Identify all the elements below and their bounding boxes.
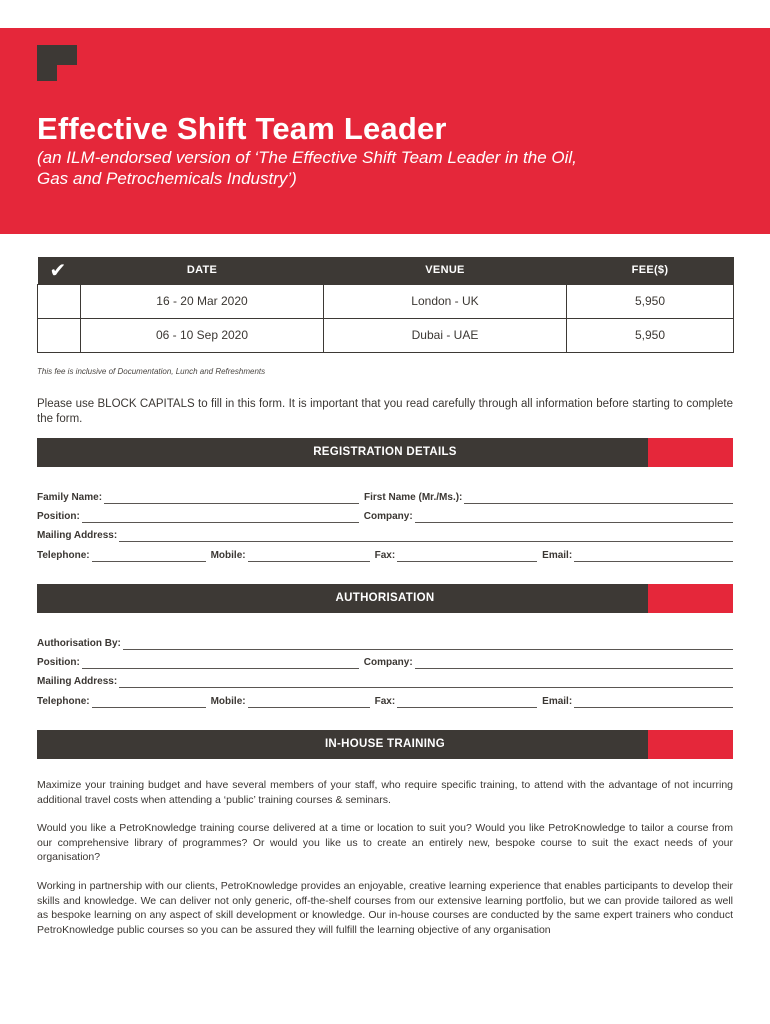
mailing-address-field[interactable] [119, 531, 733, 542]
company-field[interactable] [415, 512, 733, 523]
mobile-field[interactable] [248, 551, 370, 562]
authorised-by-label: Authorisation By: [37, 638, 121, 649]
inhouse-section-header [37, 730, 733, 759]
telephone-label: Telephone: [37, 550, 90, 561]
company-field[interactable] [415, 658, 733, 669]
family-name-label: Family Name: [37, 492, 103, 503]
position-label: Position: [37, 657, 80, 668]
authorised-by-field[interactable] [123, 639, 733, 650]
email-field[interactable] [574, 551, 733, 562]
authorisation-row-4 [37, 694, 733, 708]
telephone-label: Telephone: [37, 696, 90, 707]
position-label: Position: [37, 511, 80, 522]
authorisation-section-header [37, 584, 733, 613]
section-title: REGISTRATION DETAILS [313, 446, 457, 458]
section-accent [648, 730, 733, 759]
date-cell: 16 - 20 Mar 2020 [81, 284, 324, 318]
section-accent [648, 584, 733, 613]
page-title: Effective Shift Team Leader [37, 111, 447, 146]
mailing-address-label: Mailing Address: [37, 676, 118, 687]
mailing-address-field[interactable] [119, 677, 733, 688]
fee-column-header: FEE($) [567, 257, 734, 284]
schedule-header-row [38, 257, 734, 284]
registration-row-3 [37, 528, 733, 542]
telephone-field[interactable] [92, 551, 206, 562]
telephone-field[interactable] [92, 697, 206, 708]
mobile-field[interactable] [248, 697, 370, 708]
email-label: Email: [542, 696, 573, 707]
section-accent [648, 438, 733, 467]
fax-field[interactable] [397, 697, 537, 708]
mobile-label: Mobile: [210, 696, 246, 707]
registration-row-4 [37, 548, 733, 562]
fax-field[interactable] [397, 551, 537, 562]
fee-cell: 5,950 [567, 318, 734, 352]
date-cell: 06 - 10 Sep 2020 [81, 318, 324, 352]
select-checkbox[interactable] [38, 284, 81, 318]
table-row [38, 284, 734, 318]
mailing-address-label: Mailing Address: [37, 530, 118, 541]
email-label: Email: [542, 550, 573, 561]
page-subtitle: (an ILM-endorsed version of ‘The Effective Shift Team Leader in the Oil, Gas and Petrochemicals Industry’) [37, 148, 577, 188]
position-field[interactable] [82, 658, 359, 669]
fax-label: Fax: [374, 550, 396, 561]
email-field[interactable] [574, 697, 733, 708]
venue-cell: London - UK [324, 284, 567, 318]
company-label: Company: [363, 511, 413, 522]
venue-column-header: VENUE [324, 257, 567, 284]
schedule-table [37, 257, 734, 353]
inhouse-paragraph-1: Maximize your training budget and have several members of your staff, who require specific training, to attend with the advantage of not incurring additional travel costs when attending a ‘public’ training courses & seminars. [37, 779, 733, 806]
inhouse-paragraph-3: Working in partnership with our clients, PetroKnowledge provides an enjoyable, creative learning experience that enables participants to develop their skills and knowledge. We can deliver not only generic, off-the-shelf courses from our extensive learning portfolio, but we can provide tailored as well as bespoke learning on any aspect of skill development or knowledge. Our in-house courses are conducted by the same expert trainers who conduct PetroKnowledge public courses so you can be assured they will fulfill the learning objective of any organisation [37, 880, 733, 936]
venue-cell: Dubai - UAE [324, 318, 567, 352]
table-row [38, 318, 734, 352]
intro-instructions: Please use BLOCK CAPITALS to fill in this form. It is important that you read carefully through all information before starting to complete the form. [37, 398, 733, 425]
authorisation-row-2 [37, 655, 733, 669]
registration-row-1 [37, 490, 733, 504]
registration-section-header [37, 438, 733, 467]
first-name-label: First Name (Mr./Ms.): [364, 492, 463, 503]
authorisation-row-1 [37, 636, 733, 650]
select-checkbox[interactable] [38, 318, 81, 352]
header-banner [0, 28, 770, 234]
authorisation-row-3 [37, 674, 733, 688]
family-name-field[interactable] [104, 493, 359, 504]
fax-label: Fax: [374, 696, 396, 707]
fee-cell: 5,950 [567, 284, 734, 318]
check-icon: ✔ [38, 257, 81, 284]
first-name-field[interactable] [464, 493, 733, 504]
fee-note: This fee is inclusive of Documentation, Lunch and Refreshments [37, 367, 266, 376]
date-column-header: DATE [81, 257, 324, 284]
section-title: IN-HOUSE TRAINING [324, 738, 446, 750]
square-corner-logo-icon [37, 45, 77, 81]
company-label: Company: [363, 657, 413, 668]
registration-row-2 [37, 509, 733, 523]
position-field[interactable] [82, 512, 359, 523]
mobile-label: Mobile: [210, 550, 246, 561]
inhouse-paragraph-2: Would you like a PetroKnowledge training course delivered at a time or location to suit you? Would you like PetroKnowledge to tailor a course from our comprehensive library of programmes? Or would you like us to create an entirely new, bespoke course to suit the exact needs of your organisation? [37, 822, 733, 863]
section-title: AUTHORISATION [335, 592, 435, 604]
